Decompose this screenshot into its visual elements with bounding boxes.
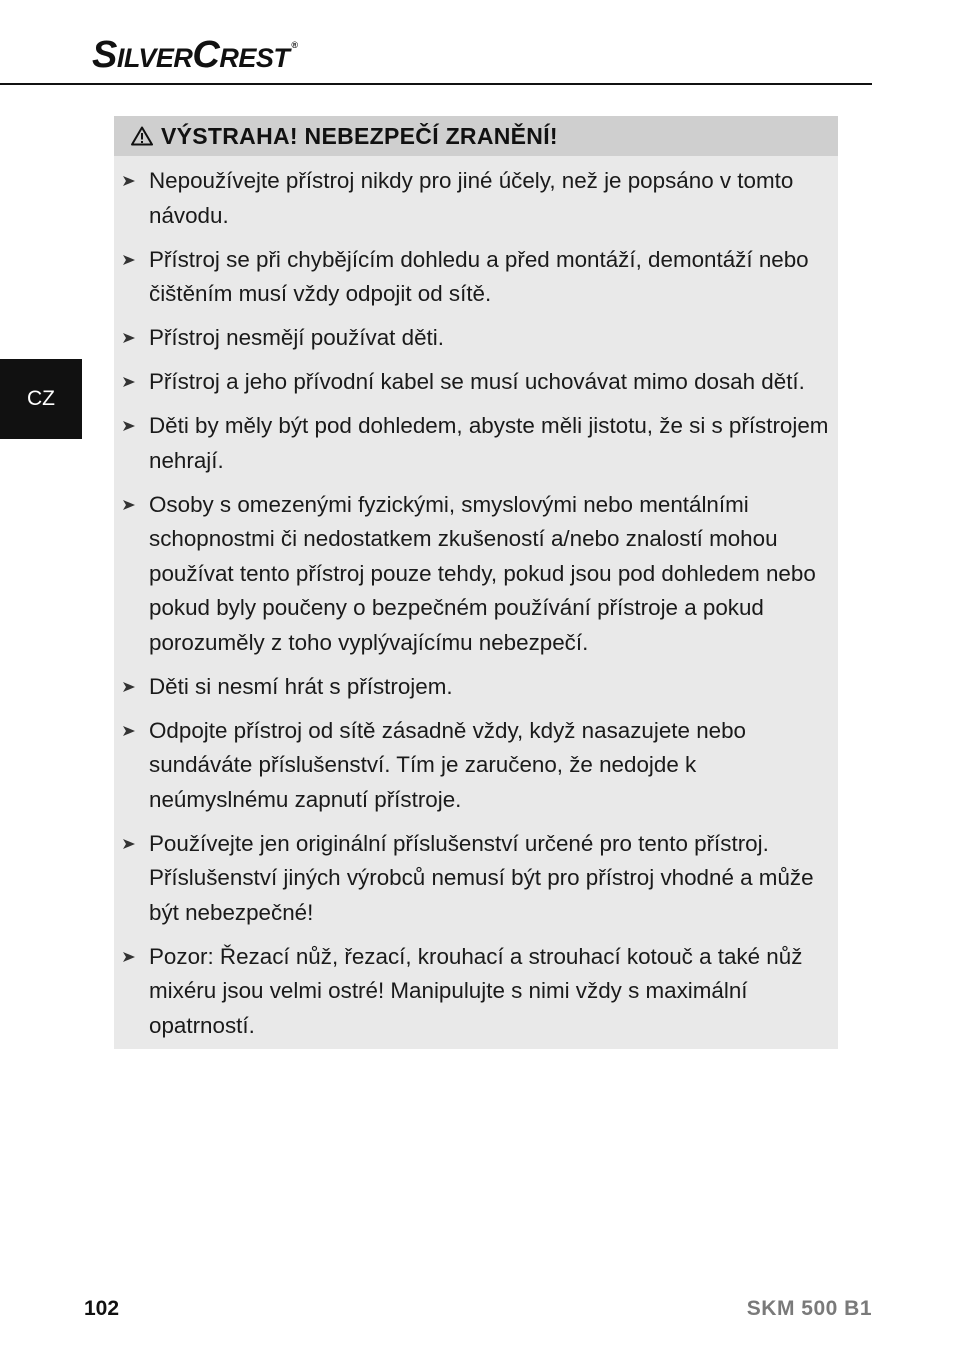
header-divider — [0, 83, 872, 85]
triangle-bullet-icon — [123, 488, 137, 523]
list-item-text: Přístroj se při chybějícím dohledu a před montáží, demontáží nebo čištěním musí vždy odpojit od sítě. — [149, 246, 809, 306]
list-item-text: Přístroj a jeho přívodní kabel se musí uchovávat mimo dosah dětí. — [149, 369, 805, 394]
triangle-bullet-icon — [123, 714, 137, 749]
list-item — [114, 488, 832, 661]
warning-triangle-icon — [131, 126, 153, 146]
triangle-bullet-icon — [123, 940, 137, 975]
triangle-bullet-icon — [123, 365, 137, 400]
triangle-bullet-icon — [123, 409, 137, 444]
list-item — [114, 321, 832, 356]
warning-box — [114, 116, 838, 1049]
list-item-text: Používejte jen originální příslušenství určené pro tento přístroj. Příslušenství jiných výrobců nemusí být pro přístroj vhodné a může být nebezpečné! — [149, 830, 814, 925]
list-item-text: Osoby s omezenými fyzickými, smyslovými nebo mentálními schopnostmi či nedostatkem zkušeností a/nebo znalostí mohou používat tento přístroj pouze tehdy, pokud jsou pod dohledem nebo pokud byly poučeny o bezpečném používání přístroje a pokud porozuměly z toho vyplývajícímu nebezpečí. — [149, 491, 816, 655]
list-item-text: Přístroj nesmějí používat děti. — [149, 325, 444, 350]
list-item — [114, 714, 832, 818]
list-item — [114, 365, 832, 400]
brand-logo: SILVERCREST ® — [92, 34, 298, 76]
language-tab-label: CZ — [27, 387, 55, 410]
warning-header — [114, 116, 838, 156]
triangle-bullet-icon — [123, 164, 137, 199]
page-number: 102 — [84, 1297, 120, 1320]
list-item — [114, 243, 832, 312]
list-item — [114, 164, 832, 233]
list-item-text: Pozor: Řezací nůž, řezací, krouhací a strouhací kotouč a také nůž mixéru jsou velmi ostré! Manipulujte s nimi vždy s maximální opatrností. — [149, 943, 803, 1038]
triangle-bullet-icon — [123, 321, 137, 356]
warning-title: VÝSTRAHA! NEBEZPEČÍ ZRANĚNÍ! — [161, 122, 558, 149]
triangle-bullet-icon — [123, 243, 137, 278]
language-tab — [0, 359, 82, 439]
list-item — [114, 670, 832, 705]
list-item — [114, 827, 832, 931]
list-item — [114, 940, 832, 1044]
triangle-bullet-icon — [123, 827, 137, 862]
warning-list — [114, 156, 838, 1043]
model-number: SKM 500 B1 — [746, 1297, 872, 1320]
list-item — [114, 409, 832, 478]
list-item-text: Děti si nesmí hrát s přístrojem. — [149, 673, 453, 699]
list-item-text: Děti by měly být pod dohledem, abyste měli jistotu, že si s přístrojem nehrají. — [149, 413, 829, 473]
list-item-text: Odpojte přístroj od sítě zásadně vždy, když nasazujete nebo sundáváte příslušenství. Tím je zaručeno, že nedojde k neúmyslnému zapnutí přístroje. — [149, 717, 747, 812]
triangle-bullet-icon — [123, 670, 137, 705]
list-item-text: Nepoužívejte přístroj nikdy pro jiné účely, než je popsáno v tomto návodu. — [149, 168, 794, 228]
